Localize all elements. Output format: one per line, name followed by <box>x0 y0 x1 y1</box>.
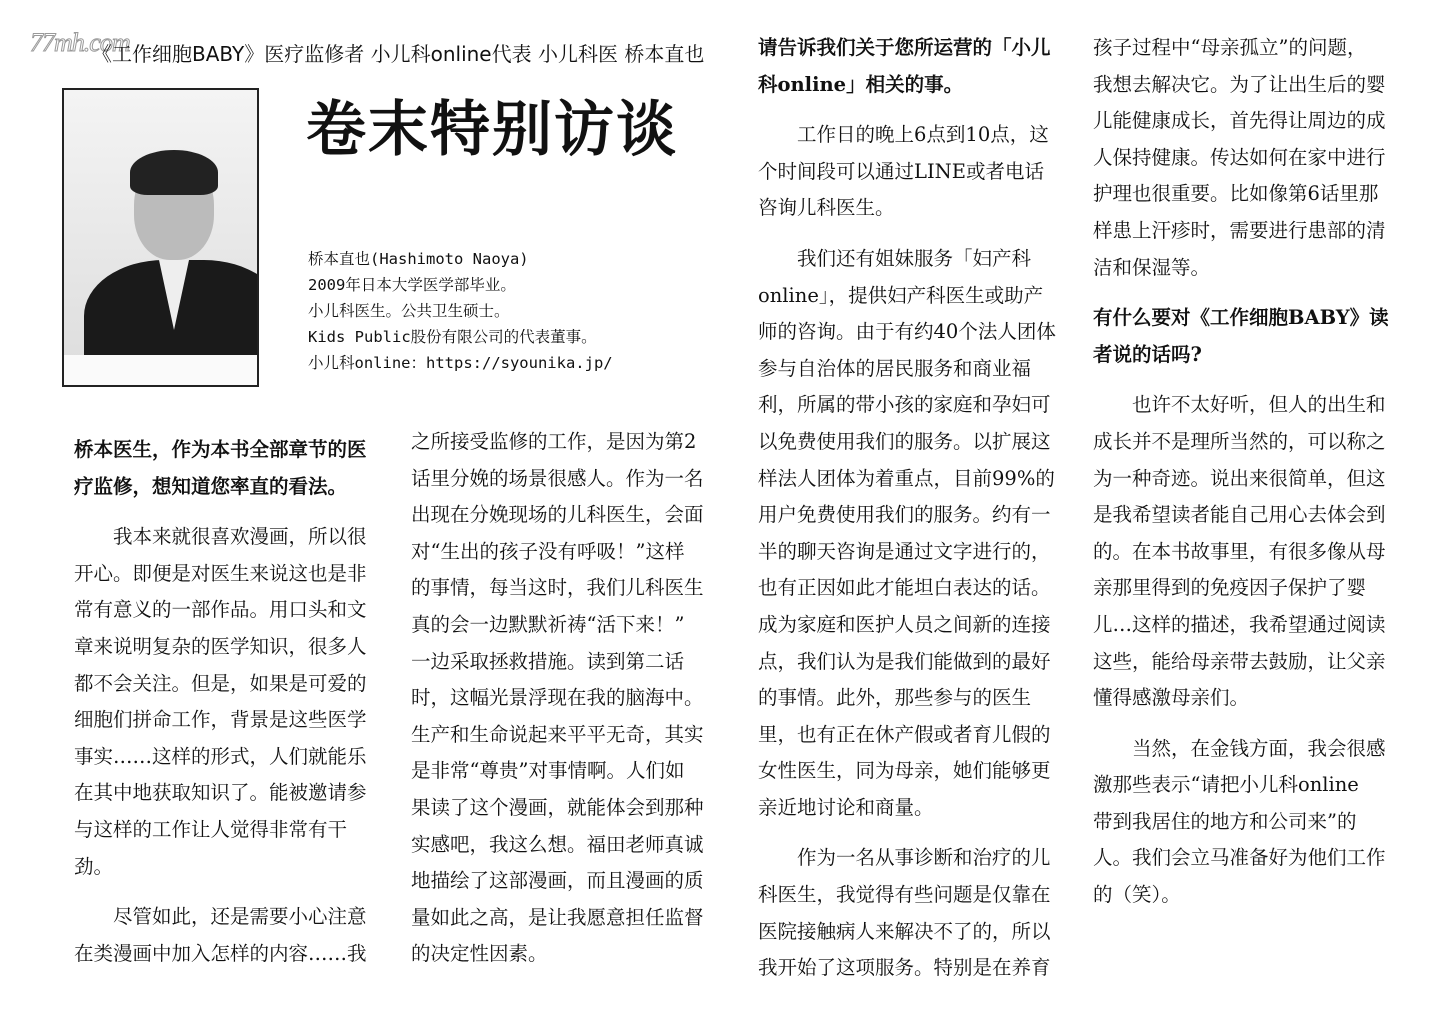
text-line: 个时间段可以通过LINE或者电话 <box>758 159 1044 183</box>
text-line: 在类漫画中加入怎样的内容……我 <box>74 941 367 965</box>
column-3 <box>758 30 1068 987</box>
text-line: 果读了这个漫画，就能体会到那种 <box>411 795 704 819</box>
text-line: 儿…这样的描述，我希望通过阅读 <box>1093 612 1386 636</box>
text-line: 我开始了这项服务。特别是在养育 <box>758 956 1051 980</box>
text-line: 成长并不是理所当然的，可以称之 <box>1093 429 1386 453</box>
text-line: 真的会一边默默祈祷“活下来！” <box>411 612 685 636</box>
portrait-photo <box>62 88 259 387</box>
text-line: 常有意义的一部作品。用口头和文 <box>74 598 367 622</box>
text-line: 之所接受监修的工作，是因为第2 <box>411 430 697 453</box>
text-line: 话里分娩的场景很感人。作为一名 <box>411 466 704 490</box>
text-line: 里，也有正在休产假或者育儿假的 <box>758 722 1051 746</box>
text-line: 人保持健康。传达如何在家中进行 <box>1093 145 1386 169</box>
text-line: 实感吧，我这么想。福田老师真诚 <box>411 832 704 856</box>
text-line: 这些，能给母亲带去鼓励，让父亲 <box>1093 649 1386 673</box>
text-line: 洁和保湿等。 <box>1093 255 1211 279</box>
text-line: 者说的话吗? <box>1093 342 1202 366</box>
text-line: 儿能健康成长，首先得让周边的成 <box>1093 109 1386 133</box>
page-title: 卷末特别访谈 <box>306 95 678 165</box>
text-line: 事实……这样的形式，人们就能乐 <box>74 744 367 768</box>
text-line: 科online」相关的事。 <box>758 72 964 96</box>
text-line: 参与自治体的居民服务和商业福 <box>758 356 1032 380</box>
profile-line: 小儿科医生。公共卫生硕士。 <box>308 302 510 320</box>
column-4 <box>1093 30 1403 914</box>
text-line: 样法人团体为着重点，目前99%的 <box>758 466 1055 490</box>
text-line: 利，所属的带小孩的家庭和孕妇可 <box>758 393 1051 417</box>
answer-paragraph <box>74 899 384 972</box>
text-line: 劲。 <box>74 854 114 878</box>
text-line: 的。在本书故事里，有很多像从母 <box>1093 539 1386 563</box>
column-1 <box>74 432 384 972</box>
question-heading <box>758 30 1068 103</box>
answer-paragraph <box>758 117 1068 227</box>
answer-paragraph <box>1093 387 1403 716</box>
text-line: 激那些表示“请把小儿科online <box>1093 773 1359 797</box>
text-line: 也有正因如此才能坦白表达的话。 <box>758 576 1051 600</box>
text-line: 也许不太好听，但人的出生和 <box>1093 393 1386 417</box>
text-line: 地描绘了这部漫画，而且漫画的质 <box>411 869 704 893</box>
text-line: 我本来就很喜欢漫画，所以很 <box>74 525 367 549</box>
question-heading <box>1093 300 1403 373</box>
text-line: 章来说明复杂的医学知识，很多人 <box>74 634 367 658</box>
text-line: 懂得感激母亲们。 <box>1093 686 1250 710</box>
text-line: 样患上汗疹时，需要进行患部的清 <box>1093 218 1386 242</box>
text-line: 细胞们拼命工作，背景是这些医学 <box>74 708 367 732</box>
text-line: 当然，在金钱方面，我会很感 <box>1093 736 1386 760</box>
text-line: 都不会关注。但是，如果是可爱的 <box>74 671 367 695</box>
text-line: 桥本医生，作为本书全部章节的医 <box>74 438 367 461</box>
text-line: 是非常“尊贵”对事情啊。人们如 <box>411 759 685 783</box>
text-line: 咨询儿科医生。 <box>758 196 895 220</box>
text-line: 点，我们认为是我们能做到的最好 <box>758 649 1051 673</box>
text-line: 的事情。此外，那些参与的医生 <box>758 686 1032 710</box>
text-line: 亲近地讨论和商量。 <box>758 795 934 819</box>
text-line: 科医生，我觉得有些问题是仅靠在 <box>758 883 1051 907</box>
question-heading <box>74 432 384 505</box>
text-line: 用户免费使用我们的服务。约有一 <box>758 503 1051 527</box>
profile-line: 桥本直也(Hashimoto Naoya) <box>308 250 529 268</box>
text-line: 作为一名从事诊断和治疗的儿 <box>758 846 1051 870</box>
text-line: 与这样的工作让人觉得非常有干 <box>74 817 348 841</box>
text-line: 一边采取拯救措施。读到第二话 <box>411 649 685 673</box>
text-line: 对“生出的孩子没有呼吸！”这样 <box>411 539 685 563</box>
text-line: 开心。即便是对医生来说这也是非 <box>74 561 367 585</box>
text-line: 我们还有姐妹服务「妇产科 <box>758 246 1032 270</box>
text-line: 工作日的晚上6点到10点，这 <box>758 123 1049 147</box>
text-line: 时，这幅光景浮现在我的脑海中。 <box>411 686 704 710</box>
text-line: 的事情，每当这时，我们儿科医生 <box>411 576 704 600</box>
text-line: 疗监修，想知道您率直的看法。 <box>74 474 348 498</box>
text-line: 护理也很重要。比如像第6话里那 <box>1093 182 1379 206</box>
text-line: 在其中地获取知识了。能被邀请参 <box>74 781 367 805</box>
text-line: 女性医生，同为母亲，她们能够更 <box>758 759 1051 783</box>
text-line: 生产和生命说起来平平无奇，其实 <box>411 722 704 746</box>
text-line: 的决定性因素。 <box>411 942 548 966</box>
text-line: 人。我们会立马准备好为他们工作 <box>1093 846 1386 870</box>
text-line: 医院接触病人来解决不了的，所以 <box>758 919 1051 943</box>
profile <box>308 246 613 376</box>
text-line: 量如此之高，是让我愿意担任监督 <box>411 905 704 929</box>
answer-paragraph <box>758 241 1068 827</box>
text-line: 是我希望读者能自己用心去体会到 <box>1093 503 1386 527</box>
answer-paragraph <box>74 519 384 885</box>
profile-line: Kids Public股份有限公司的代表董事。 <box>308 328 597 346</box>
byline: 《工作细胞BABY》医疗监修者 小儿科online代表 小儿科医 桥本直也 <box>92 42 705 66</box>
text-line: 孩子过程中“母亲孤立”的问题， <box>1093 36 1367 59</box>
text-line: 尽管如此，还是需要小心注意 <box>74 905 367 929</box>
text-line: 我想去解决它。为了让出生后的婴 <box>1093 72 1386 96</box>
column-2 <box>411 424 721 973</box>
answer-paragraph <box>411 424 721 973</box>
watermark: 77mh.com <box>30 28 130 57</box>
text-line: 成为家庭和医护人员之间新的连接 <box>758 612 1051 636</box>
profile-line: 2009年日本大学医学部毕业。 <box>308 276 516 294</box>
text-line: 半的聊天咨询是通过文字进行的， <box>758 539 1051 563</box>
text-line: 出现在分娩现场的儿科医生，会面 <box>411 503 704 527</box>
text-line: 请告诉我们关于您所运营的「小儿 <box>758 36 1051 59</box>
profile-line: 小儿科online：https://syounika.jp/ <box>308 354 613 372</box>
text-line: 有什么要对《工作细胞BABY》读 <box>1093 306 1389 330</box>
text-line: 亲那里得到的免疫因子保护了婴 <box>1093 576 1367 600</box>
text-line: online」，提供妇产科医生或助产 <box>758 283 1044 307</box>
text-line: 的（笑）。 <box>1093 883 1181 907</box>
text-line: 师的咨询。由于有约40个法人团体 <box>758 320 1056 344</box>
answer-paragraph <box>1093 731 1403 914</box>
text-line: 以免费使用我们的服务。以扩展这 <box>758 429 1051 453</box>
answer-paragraph <box>758 840 1068 986</box>
text-line: 带到我居住的地方和公司来”的 <box>1093 809 1357 833</box>
text-line: 为一种奇迹。说出来很简单，但这 <box>1093 466 1386 490</box>
answer-paragraph <box>1093 30 1403 286</box>
